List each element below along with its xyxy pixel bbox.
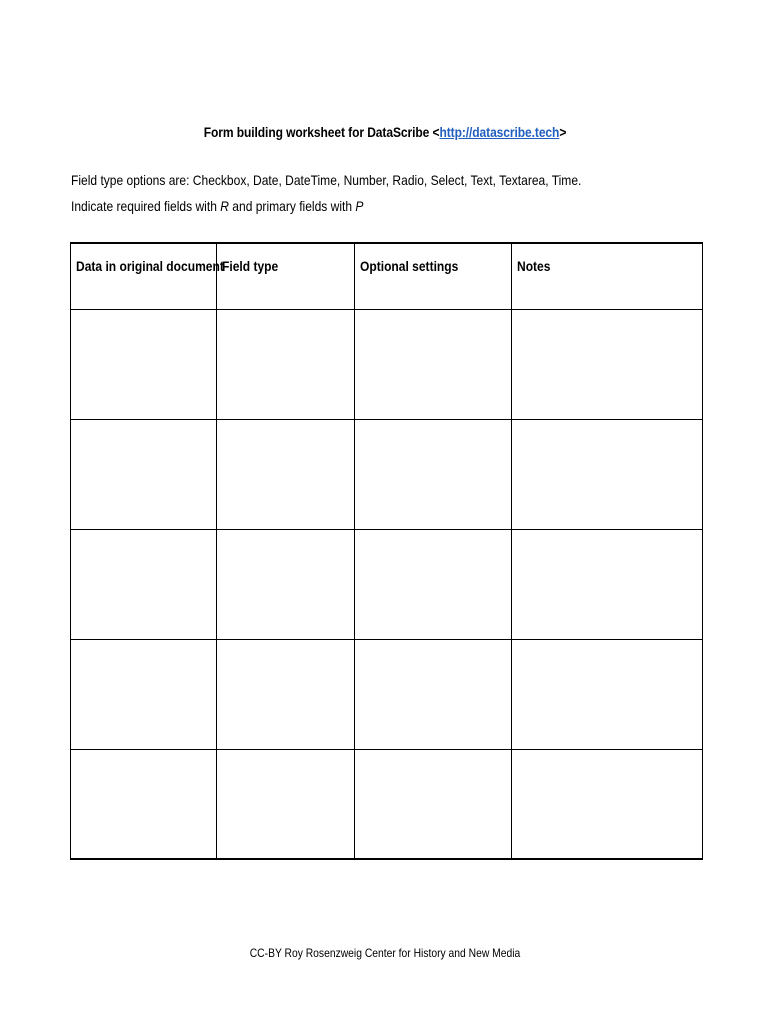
- table-cell[interactable]: [512, 309, 703, 419]
- datascribe-link[interactable]: http://datascribe.tech: [439, 124, 560, 140]
- required-marker: R: [220, 198, 229, 214]
- table-cell[interactable]: [217, 309, 355, 419]
- title-suffix: >: [559, 124, 567, 140]
- table-row: [71, 419, 703, 529]
- table-cell[interactable]: [355, 529, 512, 639]
- table-row: [71, 309, 703, 419]
- table-cell[interactable]: [355, 419, 512, 529]
- table-cell[interactable]: [355, 309, 512, 419]
- column-header-field-type: Field type: [217, 243, 355, 309]
- required-primary-instructions: [71, 198, 363, 214]
- instructions-middle: and primary fields with: [228, 198, 356, 214]
- license-footer: CC-BY Roy Rosenzweig Center for History and New Media: [249, 946, 521, 960]
- field-type-options-text: Field type options are: Checkbox, Date, DateTime, Number, Radio, Select, Text, Textarea, Time.: [71, 172, 582, 188]
- table-row: [71, 749, 703, 859]
- column-header-notes: Notes: [512, 243, 703, 309]
- table-cell[interactable]: [512, 529, 703, 639]
- table-cell[interactable]: [71, 419, 217, 529]
- table-header-row: [71, 243, 703, 309]
- table-row: [71, 639, 703, 749]
- table-cell[interactable]: [512, 639, 703, 749]
- column-header-optional-settings: Optional settings: [355, 243, 512, 309]
- table-cell[interactable]: [217, 419, 355, 529]
- table-cell[interactable]: [71, 309, 217, 419]
- instructions-prefix: Indicate required fields with: [71, 198, 221, 214]
- worksheet-table: [70, 242, 703, 860]
- table-cell[interactable]: [512, 749, 703, 859]
- table-cell[interactable]: [71, 639, 217, 749]
- table-cell[interactable]: [512, 419, 703, 529]
- table-cell[interactable]: [71, 529, 217, 639]
- table-cell[interactable]: [355, 639, 512, 749]
- table-cell[interactable]: [71, 749, 217, 859]
- table-cell[interactable]: [217, 639, 355, 749]
- table-cell[interactable]: [217, 749, 355, 859]
- column-header-data-in-original-document: Data in original document: [71, 243, 217, 309]
- primary-marker: P: [355, 198, 364, 214]
- table-cell[interactable]: [355, 749, 512, 859]
- title-prefix: Form building worksheet for DataScribe <: [203, 124, 440, 140]
- table-cell[interactable]: [217, 529, 355, 639]
- page-title: [54, 124, 716, 140]
- table-row: [71, 529, 703, 639]
